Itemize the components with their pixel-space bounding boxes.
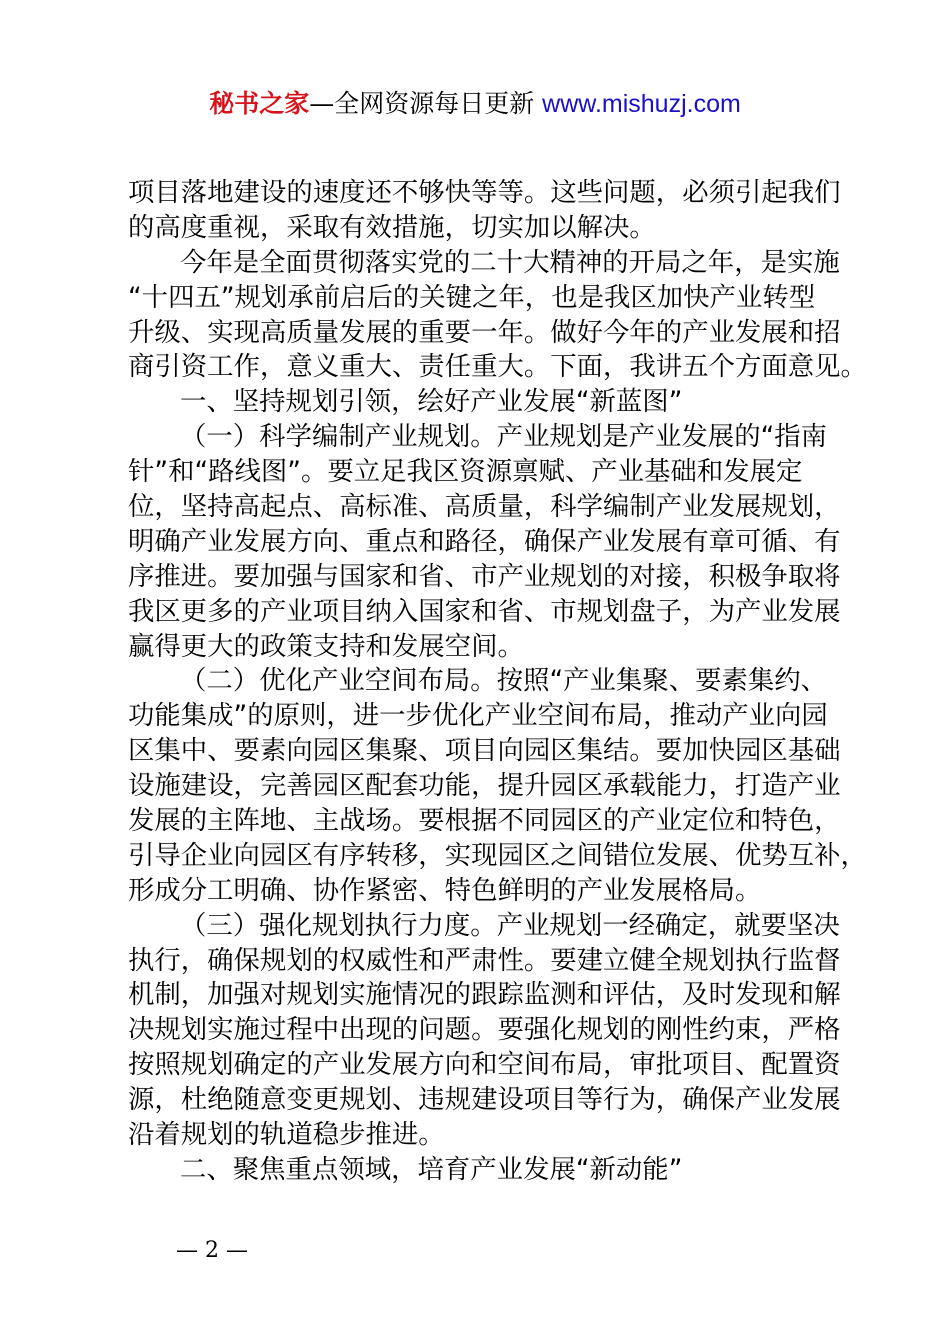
text-line: （二）优化产业空间布局。按照“产业集聚、要素集约、 [180,665,828,697]
text-line: 决规划实施过程中出现的问题。要强化规划的刚性约束，严格 [128,1014,841,1046]
text-line: 明确产业发展方向、重点和路径，确保产业发展有章可循、有 [128,525,841,557]
text-line: 设施建设，完善园区配套功能，提升园区承载能力，打造产业 [128,770,841,802]
text-line: 按照规划确定的产业发展方向和空间布局，审批项目、配置资 [128,1049,841,1081]
document-body [128,176,867,1188]
text-line: 位，坚持高起点、高标准、高质量，科学编制产业发展规划， [128,491,841,523]
text-line: 沿着规划的轨道稳步推进。 [128,1119,445,1151]
text-line: （三）强化规划执行力度。产业规划一经确定，就要坚决 [180,909,840,941]
text-line: 我区更多的产业项目纳入国家和省、市规划盘子，为产业发展 [128,595,841,627]
text-line: 项目落地建设的速度还不够快等等。这些问题，必须引起我们 [128,177,841,208]
text-line: 引导企业向园区有序转移，实现园区之间错位发展、优势互补， [128,839,867,871]
text-line: 赢得更大的政策支持和发展空间。 [128,630,524,662]
text-line: 区集中、要素向园区集聚、项目向园区集结。要加快园区基础 [128,735,841,767]
text-line: 序推进。要加强与国家和省、市产业规划的对接，积极争取将 [128,560,841,592]
text-line: 形成分工明确、协作紧密、特色鲜明的产业发展格局。 [128,874,762,906]
text-line: 商引资工作，意义重大、责任重大。下面，我讲五个方面意见。 [128,351,867,383]
text-line: 针”和“路线图”。要立足我区资源禀赋、产业基础和发展定 [128,456,803,488]
text-line: 升级、实现高质量发展的重要一年。做好今年的产业发展和招 [128,316,841,348]
text-line: 功能集成”的原则，进一步优化产业空间布局，推动产业向园 [128,700,828,732]
text-line: “十四五”规划承前启后的关键之年，也是我区加快产业转型 [128,281,816,313]
section-heading: 一、坚持规划引领，绘好产业发展“新蓝图” [180,386,683,418]
site-url-link[interactable]: www.mishuzj.com [542,90,741,118]
text-line: （一）科学编制产业规划。产业规划是产业发展的“指南 [180,421,828,453]
text-line: 源，杜绝随意变更规划、违规建设项目等行为，确保产业发展 [128,1084,841,1116]
page-number: — 2 — [176,1238,248,1263]
text-line: 的高度重视，采取有效措施，切实加以解决。 [128,211,656,243]
brand-name: 秘书之家 [209,89,310,118]
page-header [0,86,950,122]
section-heading: 二、聚焦重点领域，培育产业发展“新动能” [180,1153,683,1185]
text-line: 机制，加强对规划实施情况的跟踪监测和评估，及时发现和解 [128,979,841,1011]
text-line: 执行，确保规划的权威性和严肃性。要建立健全规划执行监督 [128,944,841,976]
header-tagline: —全网资源每日更新 [309,89,543,118]
text-line: 今年是全面贯彻落实党的二十大精神的开局之年，是实施 [180,246,840,278]
text-line: 发展的主阵地、主战场。要根据不同园区的产业定位和特色， [128,805,841,837]
